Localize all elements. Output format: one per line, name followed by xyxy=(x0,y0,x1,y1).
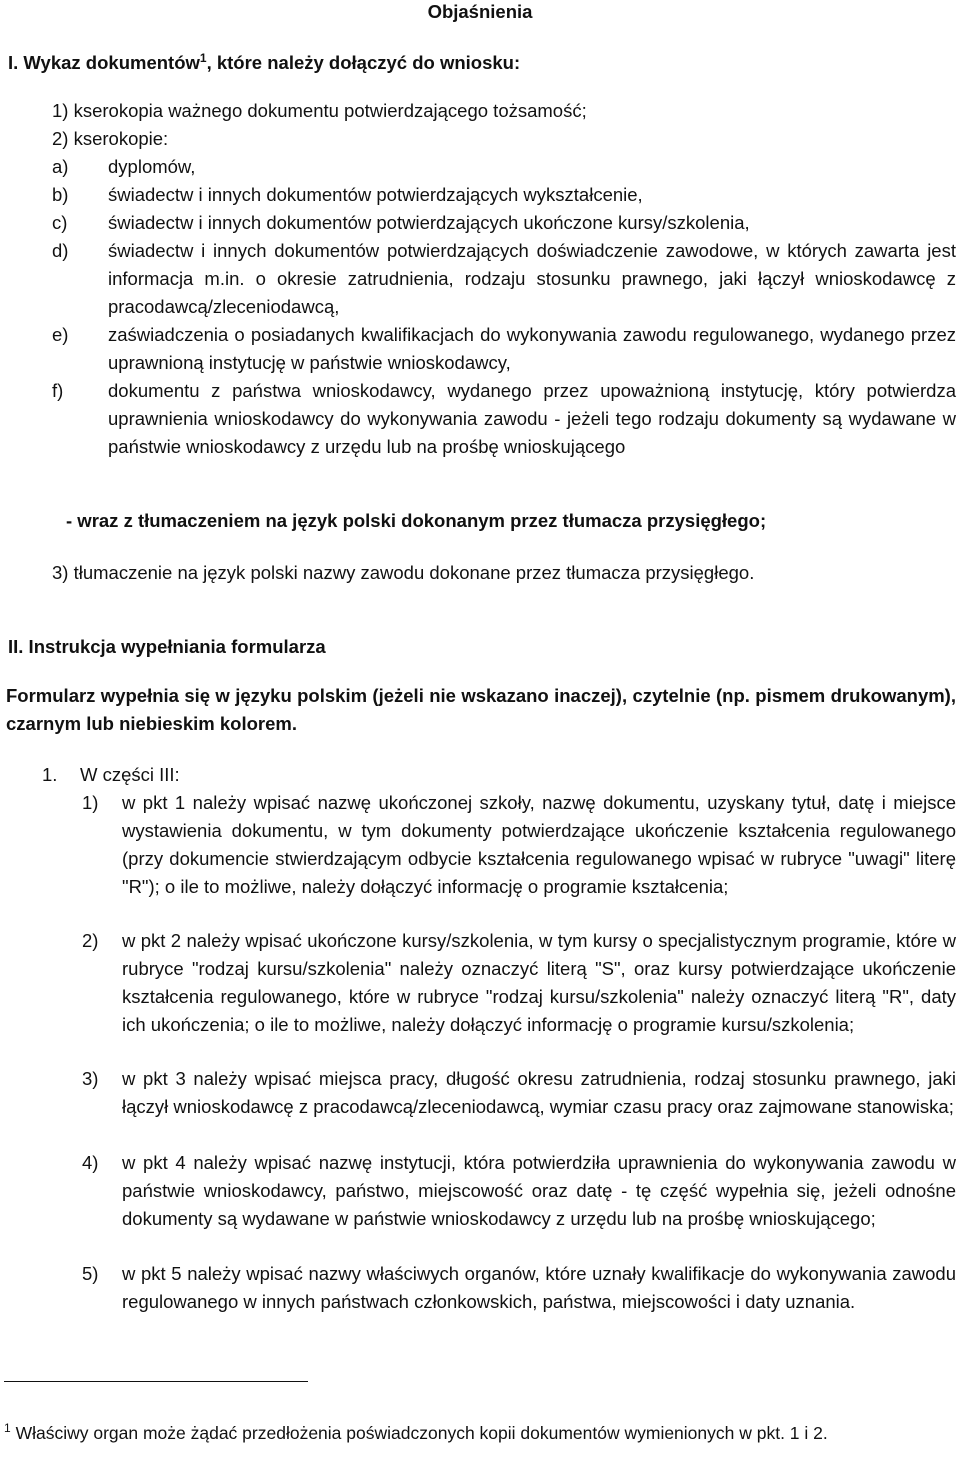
sub-item-b-label: b) xyxy=(52,184,69,205)
footnote-text: Właściwy organ może żądać przedłożenia poświadczonych kopii dokumentów wymienionych w pkt. 1 i 2. xyxy=(15,1423,828,1443)
footnote-ref: 1 xyxy=(199,51,207,65)
list-item-3: 3) tłumaczenie na język polski nazwy zawodu dokonane przez tłumacza przysięgłego. xyxy=(52,562,755,583)
form-intro: Formularz wypełnia się w języku polskim (jeżeli nie wskazano inaczej), czytelnie (np. pismem drukowanym), czarnym lub niebieskim kolorem. xyxy=(6,685,956,734)
sub-item-e-text: zaświadczenia o posiadanych kwalifikacjach do wykonywania zawodu regulowanego, wydanego przez uprawnioną instytucję w państwie wnioskodawcy, xyxy=(108,324,956,373)
sub-item-f-text: dokumentu z państwa wnioskodawcy, wydanego przez upoważnioną instytucję, który potwierdza uprawnienia wnioskodawcy do wykonywania zawodu - jeżeli tego rodzaju dokumenty są wydawane w państwie wnioskodawcy z urzędu lub na prośbę wnioskującego xyxy=(108,380,956,457)
point-5-label: 5) xyxy=(82,1263,99,1284)
sub-item-e-label: e) xyxy=(52,324,69,345)
sub-item-c-text: świadectw i innych dokumentów potwierdzających ukończone kursy/szkolenia, xyxy=(108,212,750,233)
list-item-1: 1) kserokopia ważnego dokumentu potwierdzającego tożsamość; xyxy=(52,100,587,121)
point-1-label: 1) xyxy=(82,792,99,813)
section-1-heading-text: I. Wykaz dokumentów xyxy=(8,52,200,73)
sub-item-f-label: f) xyxy=(52,380,64,401)
part-label: 1. xyxy=(42,764,58,785)
footnote-mark: 1 xyxy=(4,1421,11,1435)
sub-item-a-label: a) xyxy=(52,156,69,177)
sub-item-b-text: świadectw i innych dokumentów potwierdzających wykształcenie, xyxy=(108,184,643,205)
translation-note: - wraz z tłumaczeniem na język polski dokonanym przez tłumacza przysięgłego; xyxy=(66,510,767,531)
section-2-heading: II. Instrukcja wypełniania formularza xyxy=(8,636,326,657)
part-text: W części III: xyxy=(80,764,180,785)
footnote xyxy=(4,1420,954,1446)
list-item-2: 2) kserokopie: xyxy=(52,128,169,149)
point-4-label: 4) xyxy=(82,1152,99,1173)
point-4-text: w pkt 4 należy wpisać nazwę instytucji, która potwierdziła uprawnienia do wykonywania zawodu w państwie wnioskodawcy, państwo, miejscowość oraz datę - tę część wypełnia się, jeżeli odnośne dokumenty są wydawane w państwie wnioskodawcy z urzędu lub na prośbę wnioskującego; xyxy=(122,1152,956,1229)
footnote-divider xyxy=(4,1381,308,1382)
sub-item-d-label: d) xyxy=(52,240,69,261)
point-2-text: w pkt 2 należy wpisać ukończone kursy/szkolenia, w tym kursy o specjalistycznym programie, które w rubryce "rodzaj kursu/szkolenia" należy oznaczyć literą "S", oraz kursy potwierdzające ukończenie kształcenia regulowanego, które w rubryce "rodzaj kursu/szkolenia" należy oznaczyć literą "R", daty ich ukończenia; o ile to możliwe, należy dołączyć informację o programie kursu/szkolenia; xyxy=(122,930,956,1035)
sub-item-c-label: c) xyxy=(52,212,68,233)
section-1-heading xyxy=(8,49,520,77)
sub-item-d-text: świadectw i innych dokumentów potwierdzających doświadczenie zawodowe, w których zawarta jest informacja m.in. o okresie zatrudnienia, rodzaju stosunku prawnego, jaki łączył wnioskodawcę z pracodawcą/zleceniodawcą, xyxy=(108,240,956,317)
sub-item-a-text: dyplomów, xyxy=(108,156,196,177)
section-1-heading-suffix: , które należy dołączyć do wniosku: xyxy=(206,52,521,73)
point-5-text: w pkt 5 należy wpisać nazwy właściwych organów, które uznały kwalifikacje do wykonywania zawodu regulowanego w innych państwach członkowskich, państwa, miejscowości i daty uznania. xyxy=(122,1263,956,1312)
point-3-text: w pkt 3 należy wpisać miejsca pracy, długość okresu zatrudnienia, rodzaj stosunku prawnego, jaki łączył wnioskodawcę z pracodawcą/zleceniodawcą, wymiar czasu pracy oraz zajmowane stanowiska; xyxy=(122,1068,956,1117)
point-2-label: 2) xyxy=(82,930,99,951)
page-title: Objaśnienia xyxy=(427,1,533,22)
point-3-label: 3) xyxy=(82,1068,99,1089)
point-1-text: w pkt 1 należy wpisać nazwę ukończonej szkoły, nazwę dokumentu, uzyskany tytuł, datę i miejsce wystawienia dokumentu, w tym dokumenty potwierdzające ukończenie kształcenia regulowanego (przy dokumencie stwierdzającym odbycie kształcenia regulowanego wpisać w rubryce "uwagi" literę "R"); o ile to możliwe, należy dołączyć informację o programie kształcenia; xyxy=(122,792,956,897)
